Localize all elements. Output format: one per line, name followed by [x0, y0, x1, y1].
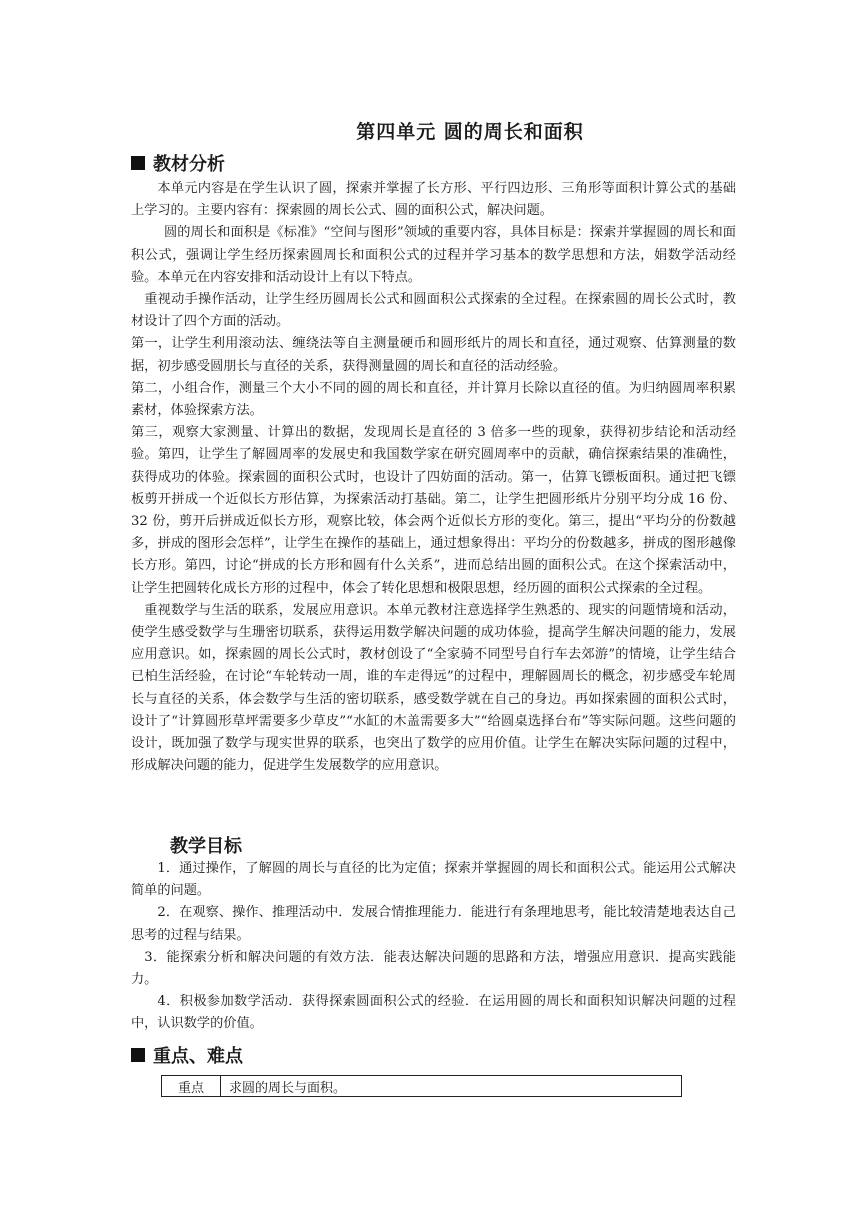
paragraph: 本单元内容是在学生认识了圆，探索并掌握了长方形、平行四边形、三角形等面积计算公式的基础上学习的。主要内容有：探索圆的周长公式、圆的面积公式，解决问题。 — [131, 181, 736, 219]
paragraph: 重视数学与生活的联系，发展应用意识。本单元教材注意选择学生熟悉的、现实的问题情境和活动，使学生感受数学与生珊密切联系，获得运用数学解决问题的成功体验，提高学生解决问题的能力，发展应用意识。如，探索圆的周长公式时，教材创设了“全家骑不同型号自行车去郊游”的情境，让学生结合已柏生活经验，在讨论“车轮转动一周，谁的车走得远”的过程中，理解圆周长的概念，初步感受车轮周长与直径的关系，体会数学与生活的密切联系，感受数学就在自己的身边。再如探索圆的面积公式时，设计了“计算圆形草坪需要多少草皮”“水缸的木盖需要多大”“给圆桌选择台布”等实际问题。这些问题的设计，既加强了数学与现实世界的联系，也突出了数学的应用价值。让学生在解决实际问题的过程中，形成解决问题的能力，促进学生发展数学的应用意识。 — [131, 602, 736, 774]
page-title: 第四单元 圆的周长和面积 — [356, 121, 584, 143]
table-value-cell: 求圆的周长与面积。 — [229, 1080, 347, 1096]
square-bullet-icon — [131, 156, 145, 170]
square-bullet-icon — [131, 1048, 145, 1062]
paragraph: 第二，小组合作，测量三个大小不同的圆的周长和直径，并计算月长除以直径的值。为归纳圆周率积累素材，体验探索方法。 — [131, 380, 736, 419]
section-heading-text: 教材分析 — [153, 154, 225, 175]
paragraph: 第三，观察大家测量、计算出的数据，发现周长是直径的 3 倍多一些的现象，获得初步结论和活动经验。第四，让学生了解圆周率的发展史和我国数学家在研究圆周率中的贡献，确信探索结果的准确性，获得成功的体验。探索圆的面积公式时，也设计了四妨面的活动。第一，估算飞镖板面积。通过把飞镖板剪开拼成一个近似长方形估算，为探索活动打基础。第二，让学生把圆形纸片分别平均分成 16 份、32 份，剪开后拼成近似长方形，观察比较，体会两个近似长方形的变化。第三，提出“平均分的份数越多，拼成的图形会怎样”，让学生在操作的基础上，通过想象得出：平均分的份数越多，拼成的图形越像长方形。第四，讨论“拼成的长方形和圆有什么关系”，进而总结出圆的面积公式。在这个探索活动中，让学生把圆转化成长方形的过程中，体会了转化思想和极限思想，经历圆的面积公式探索的全过程。 — [131, 425, 736, 596]
analysis-body — [131, 178, 736, 777]
list-item: 2．在观察、操作、推理活动中．发展合情推理能力．能进行有条理地思考，能比较清楚地表达自己思考的过程与结果。 — [131, 905, 736, 943]
goals-body — [131, 858, 736, 1036]
paragraph: 重视动手操作活动，让学生经历圆周长公式和圆面积公式探索的全过程。在探索圆的周长公式时，教材设计了四个方面的活动。 — [131, 292, 736, 330]
list-item: 3．能探索分析和解决问题的有效方法．能表达解决问题的思路和方法，增强应用意识．提高实践能力。 — [131, 949, 736, 988]
paragraph: 圆的周长和面积是《标准》“空间与图形”领域的重要内容，具体目标是：探索并掌握圆的周长和面积公式，强调让学生经历探索圆周长和面积公式的过程并学习基本的数学思想和方法，娟数学活动经验。本单元在内容安排和活动设计上有以下特点。 — [131, 225, 736, 285]
section-heading-analysis — [131, 150, 225, 176]
section-heading-text: 重点、难点 — [153, 1046, 243, 1067]
list-item: 4．积极参加数学活动．获得探索圆面积公式的经验．在运用圆的周长和面积知识解决问题的过程中，认识数学的价值。 — [131, 994, 736, 1032]
list-item: 1．通过操作，了解圆的周长与直径的比为定值；探索并掌握圆的周长和面积公式。能运用公式解决简单的问题。 — [131, 861, 736, 899]
key-points-table — [161, 1075, 682, 1097]
section-heading-key-points — [131, 1042, 243, 1068]
paragraph: 第一，让学生利用滚动法、缠绕法等自主测量硬币和圆形纸片的周长和直径，通过观察、估算测量的数据，初步感受圆朋长与直径的关系，获得测量圆的周长和直径的活动经验。 — [131, 336, 736, 374]
section-heading-goals: 教学目标 — [170, 836, 242, 857]
table-label-cell: 重点 — [162, 1076, 221, 1096]
